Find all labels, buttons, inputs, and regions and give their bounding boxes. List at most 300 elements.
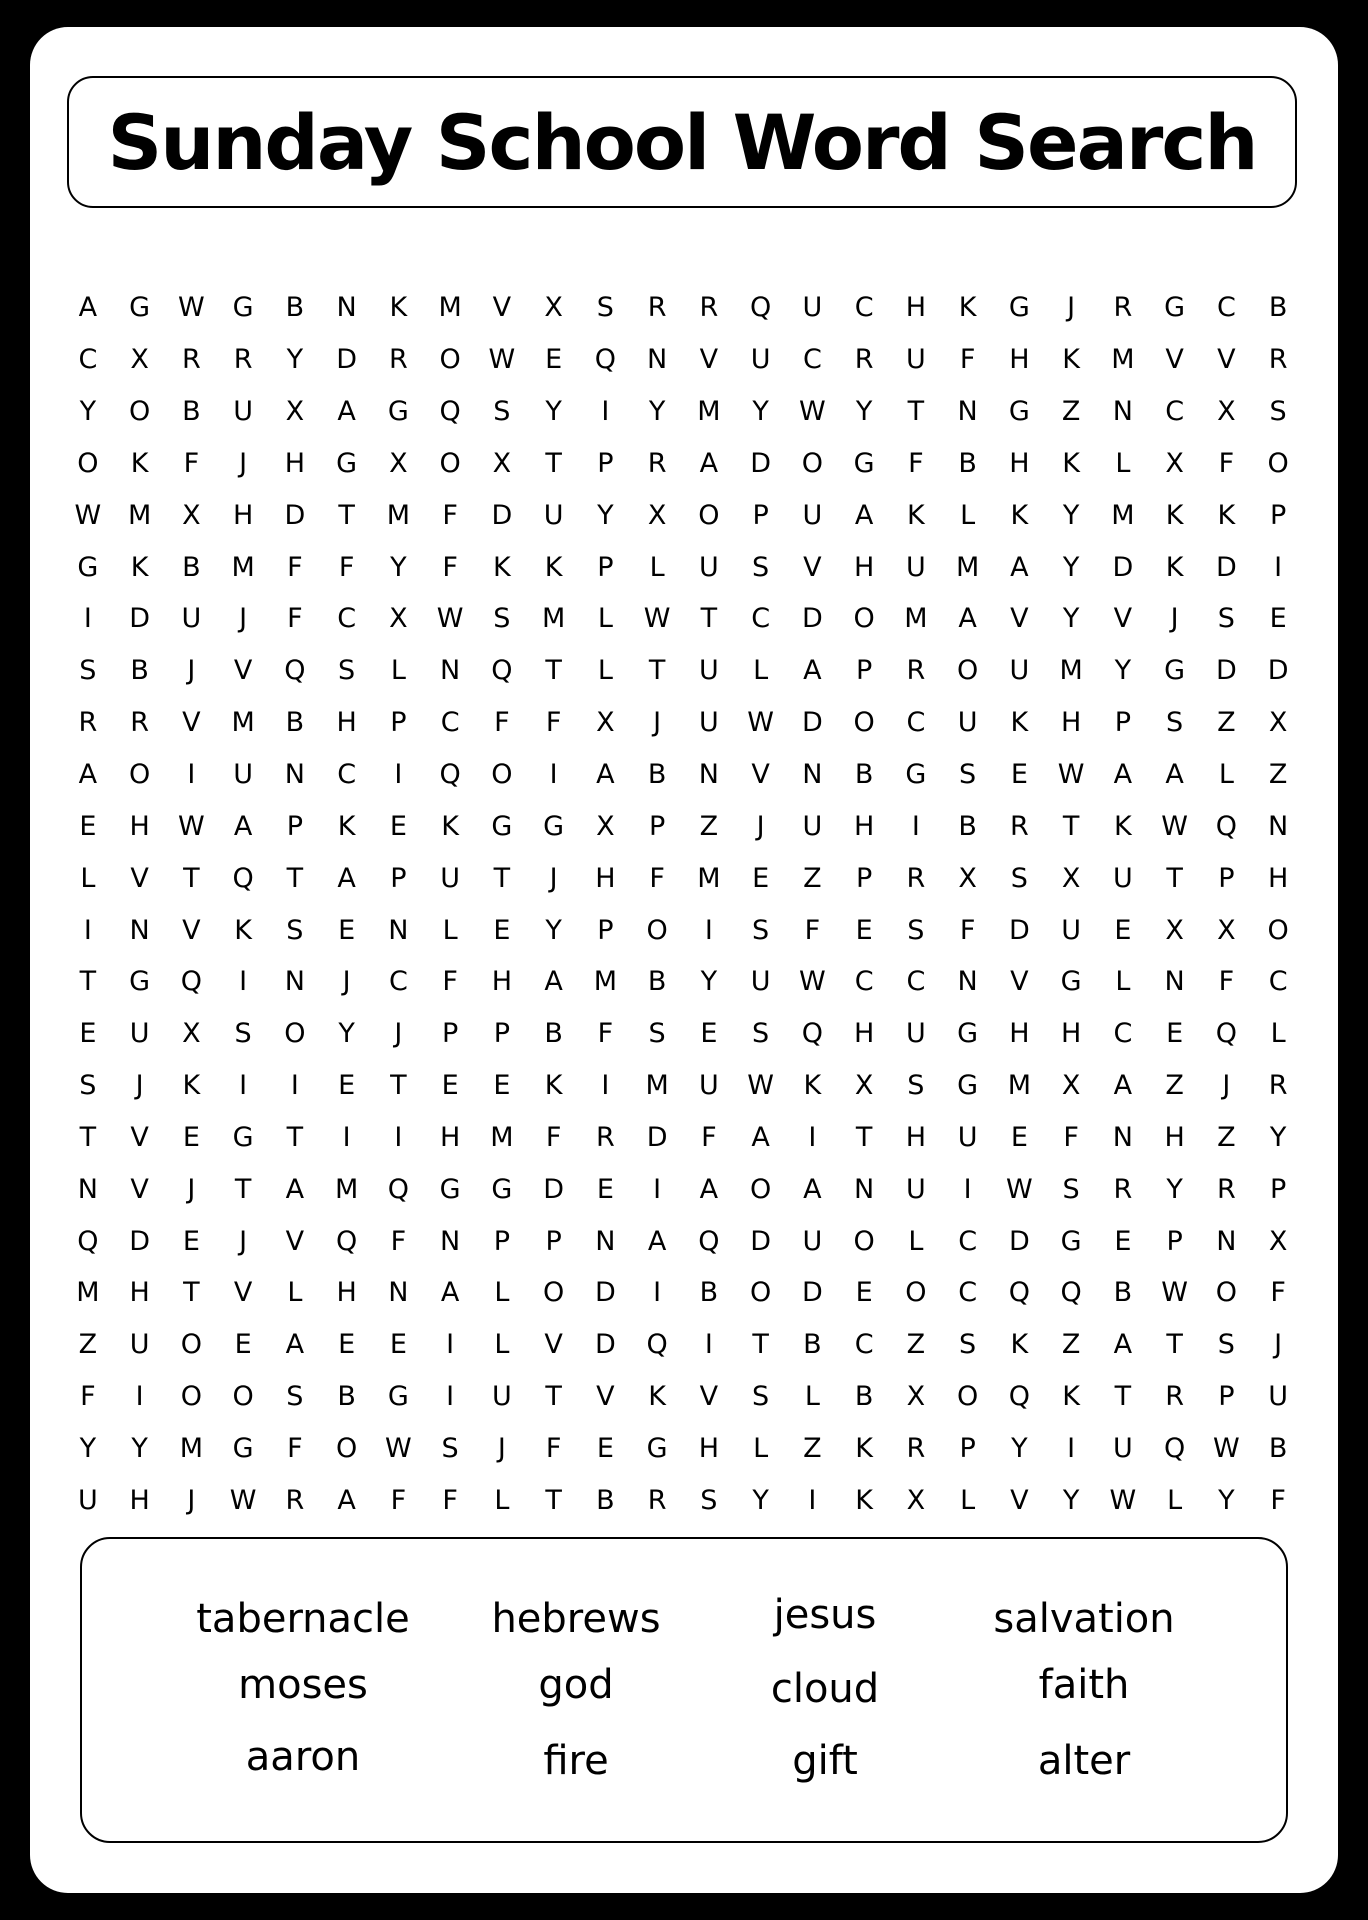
grid-letter: N bbox=[647, 344, 668, 376]
grid-letter: E bbox=[1114, 1225, 1132, 1257]
grid-letter: F bbox=[442, 966, 458, 998]
grid-letter: D bbox=[491, 499, 513, 531]
grid-letter: B bbox=[854, 1381, 874, 1413]
grid-letter: R bbox=[1113, 292, 1133, 324]
grid-letter: E bbox=[389, 1329, 407, 1361]
grid-letter: J bbox=[1170, 603, 1179, 635]
grid-letter: U bbox=[957, 1121, 978, 1153]
grid-letter: D bbox=[543, 1173, 565, 1205]
grid-letter: Q bbox=[1060, 1277, 1082, 1309]
grid-letter: K bbox=[544, 1070, 563, 1102]
grid-letter: M bbox=[541, 603, 566, 635]
grid-letter: D bbox=[750, 447, 772, 479]
grid-letter: B bbox=[958, 810, 977, 842]
grid-letter: I bbox=[342, 1121, 351, 1153]
grid-letter: R bbox=[647, 447, 667, 479]
grid-letter: Y bbox=[597, 499, 614, 531]
grid-letter: U bbox=[181, 603, 202, 635]
grid-letter: P bbox=[390, 862, 407, 894]
grid-letter: V bbox=[492, 292, 512, 324]
grid-letter: C bbox=[906, 707, 926, 739]
grid-letter: H bbox=[853, 551, 875, 583]
grid-letter: L bbox=[1115, 966, 1131, 998]
grid-letter: N bbox=[1216, 1225, 1237, 1257]
grid-letter: Q bbox=[1215, 810, 1237, 842]
worksheet bbox=[30, 27, 1338, 1893]
grid-letter: O bbox=[491, 759, 513, 791]
grid-letter: T bbox=[648, 655, 666, 687]
grid-letter: L bbox=[442, 914, 458, 946]
grid-letter: G bbox=[129, 292, 151, 324]
grid-letter: I bbox=[808, 1121, 817, 1153]
grid-letter: S bbox=[286, 1381, 304, 1413]
grid-letter: D bbox=[1112, 551, 1134, 583]
grid-letter: F bbox=[390, 1484, 407, 1516]
grid-letter: U bbox=[750, 966, 771, 998]
grid-letter: H bbox=[905, 1121, 927, 1153]
grid-letter: R bbox=[595, 1121, 615, 1153]
grid-letter: Q bbox=[77, 1225, 99, 1257]
grid-letter: U bbox=[1009, 655, 1030, 687]
grid-letter: C bbox=[1216, 292, 1236, 324]
grid-letter: Z bbox=[78, 1329, 98, 1361]
grid-letter: T bbox=[493, 862, 511, 894]
grid-letter: U bbox=[802, 292, 823, 324]
grid-letter: G bbox=[491, 1173, 513, 1205]
grid-letter: S bbox=[286, 914, 304, 946]
grid-letter: B bbox=[182, 551, 201, 583]
grid-letter: N bbox=[802, 759, 823, 791]
grid-letter: D bbox=[594, 1277, 616, 1309]
grid-letter: L bbox=[597, 655, 613, 687]
grid-letter: S bbox=[959, 759, 977, 791]
grid-letter: Q bbox=[180, 966, 202, 998]
grid-letter: Q bbox=[1163, 1432, 1186, 1464]
grid-letter: F bbox=[1063, 1121, 1079, 1153]
grid-letter: F bbox=[1218, 966, 1235, 998]
grid-letter: R bbox=[1009, 810, 1029, 842]
grid-letter: L bbox=[494, 1484, 510, 1516]
grid-letter: H bbox=[595, 862, 616, 894]
grid-letter: I bbox=[704, 1329, 713, 1361]
grid-letter: D bbox=[1215, 655, 1237, 687]
grid-letter: X bbox=[182, 1018, 201, 1050]
grid-letter: W bbox=[799, 966, 826, 998]
grid-letter: L bbox=[1167, 1484, 1183, 1516]
grid-letter: A bbox=[78, 292, 98, 324]
grid-letter: O bbox=[439, 447, 461, 479]
grid-letter: B bbox=[854, 759, 874, 791]
grid-letter: R bbox=[388, 344, 408, 376]
grid-letter: Q bbox=[439, 759, 461, 791]
grid-letter: Q bbox=[1008, 1277, 1030, 1309]
grid-letter: F bbox=[908, 447, 924, 479]
grid-letter: M bbox=[904, 603, 928, 635]
grid-letter: T bbox=[545, 1484, 562, 1516]
grid-letter: U bbox=[905, 344, 926, 376]
grid-letter: N bbox=[129, 914, 150, 946]
grid-letter: J bbox=[187, 655, 196, 687]
grid-letter: N bbox=[77, 1173, 98, 1205]
grid-letter: G bbox=[1008, 396, 1030, 428]
grid-letter: D bbox=[336, 344, 358, 376]
grid-letter: O bbox=[1267, 447, 1289, 479]
grid-letter: I bbox=[963, 1173, 972, 1205]
grid-letter: N bbox=[1112, 396, 1133, 428]
grid-letter: N bbox=[957, 966, 978, 998]
grid-letter: Y bbox=[390, 551, 407, 583]
grid-letter: Q bbox=[1215, 1018, 1237, 1050]
grid-letter: R bbox=[906, 655, 926, 687]
grid-letter: S bbox=[234, 1018, 252, 1050]
grid-letter: N bbox=[284, 759, 305, 791]
grid-letter: M bbox=[179, 1432, 204, 1464]
grid-letter: W bbox=[799, 396, 826, 428]
grid-letter: U bbox=[233, 396, 253, 428]
grid-letter: E bbox=[596, 1432, 614, 1464]
grid-letter: K bbox=[1062, 344, 1080, 376]
grid-letter: K bbox=[648, 1381, 666, 1413]
grid-letter: R bbox=[285, 1484, 305, 1516]
grid-letter: O bbox=[749, 1277, 772, 1309]
grid-letter: V bbox=[596, 1381, 615, 1413]
grid-letter: Y bbox=[131, 1432, 148, 1464]
grid-letter: D bbox=[801, 1277, 823, 1309]
grid-letter: G bbox=[905, 759, 927, 791]
grid-letter: C bbox=[958, 1277, 978, 1309]
grid-letter: K bbox=[1010, 1329, 1029, 1361]
grid-letter: A bbox=[440, 1277, 460, 1309]
grid-letter: I bbox=[187, 759, 196, 791]
grid-letter: I bbox=[394, 759, 403, 791]
grid-letter: A bbox=[699, 447, 719, 479]
grid-letter: K bbox=[855, 1484, 873, 1516]
grid-letter: P bbox=[648, 810, 666, 842]
grid-letter: H bbox=[853, 1018, 875, 1050]
grid-letter: V bbox=[699, 1381, 719, 1413]
grid-letter: I bbox=[239, 966, 248, 998]
grid-letter: K bbox=[1165, 499, 1184, 531]
grid-letter: E bbox=[338, 1070, 356, 1102]
grid-letter: H bbox=[1009, 447, 1030, 479]
grid-letter: B bbox=[1113, 1277, 1133, 1309]
grid-letter: B bbox=[544, 1018, 563, 1050]
grid-letter: O bbox=[853, 707, 875, 739]
grid-letter: U bbox=[129, 1329, 150, 1361]
grid-letter: I bbox=[1067, 1432, 1076, 1464]
grid-letter: T bbox=[545, 447, 562, 479]
grid-letter: X bbox=[1268, 1225, 1288, 1257]
grid-letter: X bbox=[647, 499, 667, 531]
grid-letter: B bbox=[130, 655, 149, 687]
grid-letter: D bbox=[646, 1121, 668, 1153]
grid-letter: H bbox=[336, 707, 357, 739]
grid-letter: K bbox=[855, 1432, 873, 1464]
grid-letter: F bbox=[1270, 1277, 1286, 1309]
grid-letter: P bbox=[286, 810, 304, 842]
grid-letter: K bbox=[1062, 1381, 1080, 1413]
grid-letter: L bbox=[287, 1277, 303, 1309]
grid-letter: O bbox=[853, 603, 875, 635]
grid-letter: E bbox=[493, 1070, 511, 1102]
grid-letter: L bbox=[649, 551, 665, 583]
grid-letter: R bbox=[647, 1484, 667, 1516]
grid-letter: E bbox=[389, 810, 407, 842]
grid-letter: F bbox=[338, 551, 355, 583]
grid-letter: N bbox=[698, 759, 719, 791]
grid-letter: Y bbox=[338, 1018, 355, 1050]
grid-letter: X bbox=[1061, 862, 1081, 894]
grid-letter: K bbox=[130, 551, 149, 583]
grid-letter: H bbox=[1060, 1018, 1082, 1050]
grid-letter: P bbox=[752, 499, 769, 531]
grid-letter: B bbox=[1268, 1432, 1288, 1464]
grid-letter: O bbox=[180, 1381, 202, 1413]
grid-letter: L bbox=[753, 1432, 769, 1464]
grid-letter: Y bbox=[1062, 551, 1080, 583]
grid-letter: K bbox=[544, 551, 563, 583]
grid-letter: M bbox=[334, 1173, 359, 1205]
grid-letter: Q bbox=[439, 396, 461, 428]
grid-letter: I bbox=[1274, 551, 1283, 583]
grid-letter: A bbox=[233, 810, 253, 842]
grid-letter: I bbox=[911, 810, 920, 842]
word-list-item: faith bbox=[1038, 1662, 1130, 1708]
grid-letter: G bbox=[232, 1432, 254, 1464]
grid-letter: W bbox=[1109, 1484, 1137, 1516]
grid-letter: X bbox=[182, 499, 201, 531]
grid-letter: S bbox=[1269, 396, 1287, 428]
grid-letter: M bbox=[76, 1277, 100, 1309]
grid-letter: X bbox=[492, 447, 512, 479]
grid-letter: P bbox=[855, 862, 873, 894]
grid-letter: V bbox=[182, 707, 201, 739]
grid-letter: M bbox=[697, 862, 721, 894]
grid-letter: Y bbox=[79, 1432, 97, 1464]
grid-letter: Z bbox=[1268, 759, 1288, 791]
grid-letter: X bbox=[544, 292, 563, 324]
grid-letter: I bbox=[704, 914, 713, 946]
grid-letter: B bbox=[337, 1381, 356, 1413]
grid-letter: R bbox=[1216, 1173, 1236, 1205]
grid-letter: R bbox=[1268, 344, 1288, 376]
grid-letter: V bbox=[233, 1277, 253, 1309]
grid-letter: J bbox=[135, 1070, 144, 1102]
grid-letter: P bbox=[1166, 1225, 1183, 1257]
grid-letter: W bbox=[488, 344, 516, 376]
grid-letter: A bbox=[1113, 759, 1133, 791]
grid-letter: S bbox=[648, 1018, 666, 1050]
grid-letter: H bbox=[853, 810, 875, 842]
grid-letter: A bbox=[285, 1173, 305, 1205]
grid-letter: H bbox=[1164, 1121, 1185, 1153]
grid-letter: S bbox=[959, 1329, 977, 1361]
grid-letter: X bbox=[389, 447, 408, 479]
grid-letter: G bbox=[336, 447, 358, 479]
grid-letter: C bbox=[337, 759, 357, 791]
grid-letter: K bbox=[1217, 499, 1236, 531]
grid-letter: Z bbox=[699, 810, 719, 842]
grid-letter: X bbox=[1061, 1070, 1081, 1102]
grid-letter: X bbox=[285, 396, 305, 428]
grid-letter: V bbox=[130, 862, 149, 894]
grid-letter: H bbox=[1009, 1018, 1030, 1050]
grid-letter: K bbox=[958, 292, 977, 324]
grid-letter: A bbox=[78, 759, 98, 791]
grid-letter: I bbox=[83, 914, 92, 946]
grid-letter: G bbox=[387, 396, 409, 428]
grid-letter: F bbox=[494, 707, 510, 739]
grid-letter: F bbox=[287, 1432, 303, 1464]
grid-letter: W bbox=[1006, 1173, 1033, 1205]
grid-letter: I bbox=[290, 1070, 299, 1102]
grid-letter: X bbox=[596, 810, 615, 842]
grid-letter: A bbox=[854, 499, 874, 531]
grid-letter: S bbox=[752, 1018, 770, 1050]
grid-letter: C bbox=[751, 603, 771, 635]
grid-letter: Q bbox=[1008, 1381, 1030, 1413]
grid-letter: X bbox=[1217, 396, 1236, 428]
grid-letter: N bbox=[957, 396, 978, 428]
grid-letter: M bbox=[231, 707, 255, 739]
page-title: Sunday School Word Search bbox=[107, 97, 1257, 187]
grid-letter: V bbox=[285, 1225, 305, 1257]
grid-letter: A bbox=[803, 1173, 822, 1205]
grid-letter: L bbox=[1218, 759, 1234, 791]
grid-letter: Y bbox=[286, 344, 304, 376]
grid-letter: Q bbox=[335, 1225, 358, 1257]
grid-letter: M bbox=[645, 1070, 669, 1102]
grid-letter: N bbox=[388, 914, 409, 946]
grid-letter: O bbox=[905, 1277, 927, 1309]
grid-letter: F bbox=[1218, 447, 1235, 479]
grid-letter: N bbox=[854, 1173, 875, 1205]
grid-letter: S bbox=[493, 396, 511, 428]
grid-letter: A bbox=[337, 1484, 356, 1516]
grid-letter: X bbox=[1268, 707, 1288, 739]
grid-letter: J bbox=[239, 1225, 248, 1257]
grid-letter: M bbox=[697, 396, 721, 428]
grid-letter: J bbox=[756, 810, 765, 842]
grid-letter: L bbox=[494, 1277, 510, 1309]
grid-letter: P bbox=[493, 1018, 511, 1050]
word-list-item: jesus bbox=[773, 1592, 877, 1638]
grid-letter: I bbox=[601, 1070, 610, 1102]
grid-letter: E bbox=[1114, 914, 1132, 946]
grid-letter: T bbox=[1062, 810, 1080, 842]
grid-letter: O bbox=[232, 1381, 254, 1413]
grid-letter: A bbox=[1165, 759, 1184, 791]
grid-letter: E bbox=[596, 1173, 614, 1205]
grid-letter: W bbox=[747, 707, 774, 739]
grid-letter: V bbox=[1010, 1484, 1029, 1516]
grid-letter: T bbox=[79, 1121, 97, 1153]
grid-letter: F bbox=[649, 862, 665, 894]
grid-letter: P bbox=[390, 707, 407, 739]
grid-letter: I bbox=[83, 603, 92, 635]
grid-letter: B bbox=[647, 966, 667, 998]
grid-letter: B bbox=[803, 1329, 822, 1361]
grid-letter: A bbox=[751, 1121, 770, 1153]
grid-letter: H bbox=[1009, 344, 1030, 376]
grid-letter: J bbox=[394, 1018, 403, 1050]
grid-letter: V bbox=[1113, 603, 1133, 635]
grid-letter: E bbox=[493, 914, 511, 946]
grid-letter: G bbox=[1060, 966, 1082, 998]
grid-letter: E bbox=[752, 862, 770, 894]
grid-letter: I bbox=[394, 1121, 403, 1153]
grid-letter: D bbox=[594, 1329, 616, 1361]
grid-letter: Z bbox=[803, 1432, 822, 1464]
grid-letter: E bbox=[338, 914, 356, 946]
grid-letter: L bbox=[960, 499, 976, 531]
grid-letter: V bbox=[544, 1329, 563, 1361]
grid-letter: C bbox=[802, 344, 822, 376]
grid-letter: Q bbox=[646, 1329, 668, 1361]
grid-letter: T bbox=[234, 1173, 252, 1205]
grid-letter: Z bbox=[1165, 1070, 1184, 1102]
grid-letter: P bbox=[1218, 1381, 1235, 1413]
grid-letter: J bbox=[342, 966, 351, 998]
grid-letter: Y bbox=[1269, 1121, 1287, 1153]
grid-letter: N bbox=[1268, 810, 1289, 842]
grid-letter: O bbox=[801, 447, 823, 479]
grid-letter: S bbox=[752, 551, 770, 583]
grid-letter: Q bbox=[491, 655, 513, 687]
grid-letter: P bbox=[1114, 707, 1132, 739]
grid-letter: P bbox=[597, 447, 614, 479]
grid-letter: U bbox=[1112, 862, 1133, 894]
grid-letter: B bbox=[699, 1277, 719, 1309]
grid-letter: U bbox=[802, 1225, 823, 1257]
grid-letter: H bbox=[129, 1484, 150, 1516]
grid-letter: L bbox=[390, 655, 406, 687]
grid-letter: W bbox=[747, 1070, 774, 1102]
grid-letter: Y bbox=[1062, 1484, 1080, 1516]
grid-letter: R bbox=[1268, 1070, 1288, 1102]
grid-letter: L bbox=[1270, 1018, 1286, 1050]
grid-letter: G bbox=[957, 1070, 979, 1102]
grid-letter: V bbox=[1010, 966, 1029, 998]
grid-letter: K bbox=[130, 447, 149, 479]
grid-letter: D bbox=[801, 603, 823, 635]
grid-letter: S bbox=[441, 1432, 459, 1464]
grid-letter: T bbox=[1166, 1329, 1183, 1361]
grid-letter: N bbox=[595, 1225, 616, 1257]
grid-letter: M bbox=[1059, 655, 1083, 687]
grid-letter: W bbox=[178, 810, 205, 842]
grid-letter: Y bbox=[1166, 1173, 1183, 1205]
grid-letter: E bbox=[182, 1121, 200, 1153]
grid-letter: U bbox=[750, 344, 771, 376]
grid-letter: F bbox=[287, 551, 303, 583]
grid-letter: J bbox=[187, 1484, 196, 1516]
grid-letter: G bbox=[232, 292, 254, 324]
grid-letter: J bbox=[1222, 1070, 1231, 1102]
grid-letter: V bbox=[1010, 603, 1029, 635]
grid-letter: A bbox=[544, 966, 563, 998]
grid-letter: A bbox=[337, 862, 356, 894]
grid-letter: U bbox=[698, 551, 719, 583]
grid-letter: P bbox=[1218, 862, 1235, 894]
word-list-item: cloud bbox=[770, 1666, 880, 1712]
grid-letter: A bbox=[337, 396, 356, 428]
grid-letter: W bbox=[1161, 1277, 1188, 1309]
grid-letter: T bbox=[286, 1121, 304, 1153]
grid-letter: S bbox=[1217, 603, 1235, 635]
grid-letter: R bbox=[854, 344, 874, 376]
grid-letter: I bbox=[446, 1329, 455, 1361]
